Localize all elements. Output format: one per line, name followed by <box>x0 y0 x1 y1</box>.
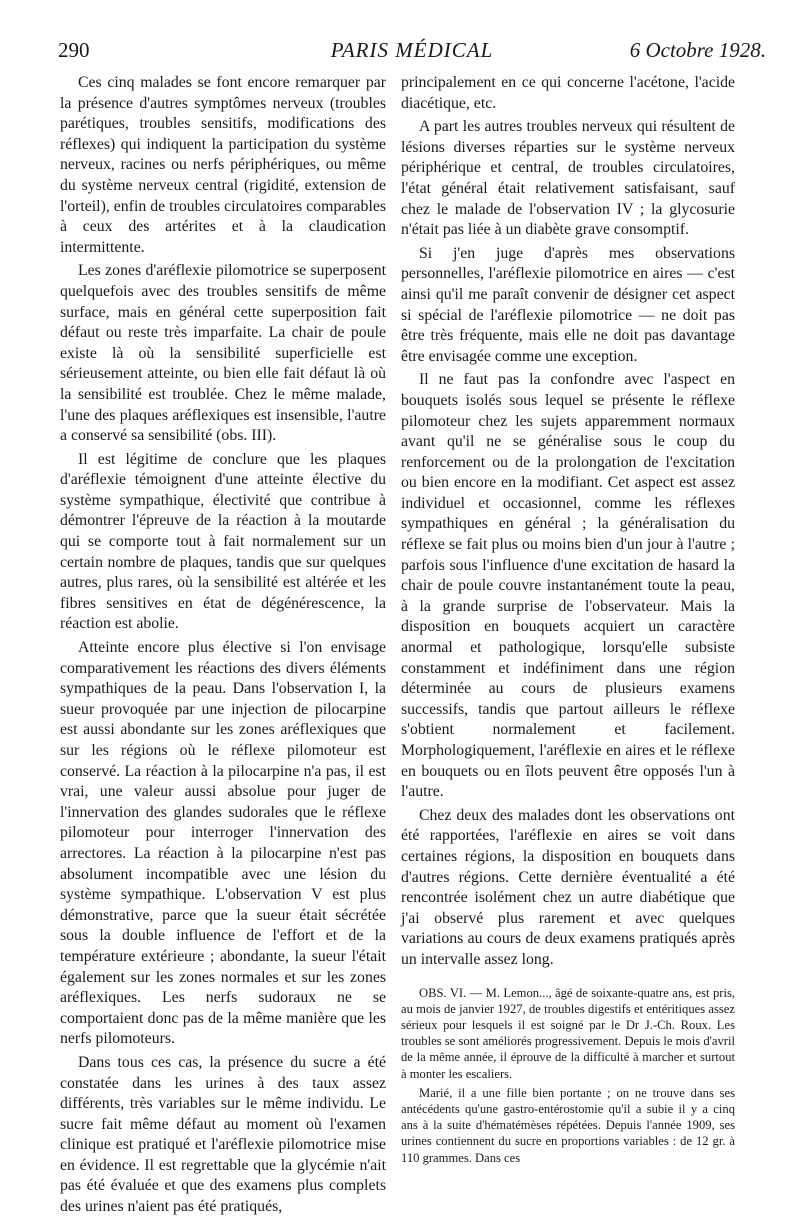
paragraph: Il est légitime de conclure que les plaques d'aréflexie témoignent d'une atteinte élective du système sympathique, électivité que contribue à démontrer l'épreuve de la réaction à la moutarde qui se comporte tout à fait normalement sur un certain nombre de plaques, tandis que sur quelques autres, plus rares, où la sensibilité est altérée et les fibres sensitives en état de dégénérescence, la réaction est abolie. <box>60 450 386 633</box>
paragraph: Il ne faut pas la confondre avec l'aspect en bouquets isolés sous lequel se présente le réflexe pilomoteur chez les sujets apparemment normaux avant qu'il ne se généralise sous le coup du renforcement ou de la prolongation de l'excitation ou bien encore en la modifiant. Cet aspect est assez individuel et occasionnel, comme les réflexes sympathiques en général ; la généralisation du réflexe se fait plus ou moins bien d'un jour à l'autre ; parfois sous l'influence d'une excitation de hasard la chair de poule couvre instantanément toute la peau, à la grande surprise de l'observateur. Mais la disposition en bouquets acquiert un caractère anormal et pathologique, lorsqu'elle subsiste constamment et indéfiniment dans une région déterminée au cours de plusieurs examens successifs, tandis que partout ailleurs le réflexe s'obtient normalement et facilement. Morphologiquement, l'aréflexie en aires et le réflexe en bouquets ou en îlots peuvent être opposés l'un à l'autre. <box>401 371 735 801</box>
page-header <box>58 38 766 70</box>
journal-title: PARIS MÉDICAL <box>330 38 494 62</box>
paragraph: Ces cinq malades se font encore remarquer par la présence d'autres symptômes nerveux (troubles parétiques, troubles sensitifs, modifications des réflexes) qui indiquent la participation du système nerveux, racines ou nerfs périphériques, ou même du système nerveux central (rigidité, extension de l'orteil), enfin de troubles circulatoires comparables à ceux des artérites et à la claudication intermittente. <box>60 74 386 256</box>
issue-date: 6 Octobre 1928. <box>629 38 766 62</box>
observation-block <box>401 985 735 1166</box>
paragraph: Si j'en juge d'après mes observations personnelles, l'aréflexie pilomotrice en aires — c'est ainsi qu'il me paraît convenir de désigner cet aspect si spécial de l'aréflexie pilomotrice — ne doit pas être très fréquente, mais elle ne doit pas davantage être envisagée comme une exception. <box>401 244 735 365</box>
page-number: 290 <box>58 38 90 62</box>
left-column <box>60 73 386 1221</box>
observation-paragraph: OBS. VI. — M. Lemon..., âgé de soixante-quatre ans, est pris, au mois de janvier 1927, de troubles digestifs et entéritiques assez sérieux pour lesquels il est soigné par le Dr J.-Ch. Roux. Les troubles se sont améliorés progressivement. Depuis le mois d'avril de la même année, il éprouve de la difficulté à marcher et surtout à monter les escaliers. <box>401 985 735 1081</box>
paragraph: Atteinte encore plus élective si l'on envisage comparativement les réactions des divers éléments sympathiques de la peau. Dans l'observation I, la sueur provoquée par une injection de pilocarpine est aussi abondante sur les zones aréflexiques que sur les régions où le réflexe pilomoteur est conservé. La réaction à la pilocarpine n'a pas, il est vrai, une valeur aussi absolue pour juger de l'innervation des glandes sudorales que le réflexe pilomoteur pour interroger l'innervation des arrectores. La réaction à la pilocarpine n'est pas absolument incompatible avec une lésion du système sympathique. L'observation V est plus démonstrative, parce que la sueur était sécrétée sous la double influence de l'effort et de la température extérieure ; abondante, la sueur l'était également sur les zones normales et sur les zones aréflexiques. Les nerfs sudoraux ne se comportaient donc pas de la même manière que les nerfs pilomoteurs. <box>60 639 386 1048</box>
paragraph: Les zones d'aréflexie pilomotrice se superposent quelquefois avec des troubles sensitifs de même surface, mais en général cette superposition fait défaut ou reste très imparfaite. La chair de poule existe là où la sensibilité superficielle est sérieusement atteinte, ou bien elle fait défaut là où la sensibilité est troublée. Chez le même malade, l'une des plaques aréflexiques est insensible, l'autre a conservé sa sensibilité (obs. III). <box>60 262 386 445</box>
observation-paragraph: Marié, il a une fille bien portante ; on ne trouve dans ses antécédents qu'une gastro-entérostomie qu'il a subie il y a cinq ans à la suite d'hématémèses répétées. Depuis l'année 1909, ses urines contiennent du sucre en proportions variables : de 12 gr. à 110 grammes. Dans ces <box>401 1085 735 1165</box>
paragraph: principalement en ce qui concerne l'acétone, l'acide diacétique, etc. <box>401 74 735 112</box>
paragraph: Dans tous ces cas, la présence du sucre a été constatée dans les urines à des taux assez différents, très variables sur le même individu. Le sucre fait même défaut au moment où l'examen clinique est pratiqué et l'aréflexie pilomotrice mise en évidence. Il est regrettable que la glycémie n'ait pas été évaluée et que des examens plus complets des urines n'aient pas été pratiqués, <box>60 1053 386 1216</box>
right-column <box>401 73 735 1169</box>
paragraph: Chez deux des malades dont les observations ont été rapportées, l'aréflexie en aires se voit dans certaines régions, la disposition en bouquets dans d'autres régions. Cette dernière éventualité a été rencontrée isolément chez un autre diabétique que j'ai observé plus rarement et avec quelques variations au cours de deux examens pratiqués après un intervalle assez long. <box>401 806 735 968</box>
paragraph: A part les autres troubles nerveux qui résultent de lésions diverses réparties sur le système nerveux périphérique et central, de troubles circulatoires, l'état général était relativement satisfaisant, sauf chez le malade de l'observation IV ; la glycosurie n'était pas liée à un diabète grave consomptif. <box>401 118 735 239</box>
